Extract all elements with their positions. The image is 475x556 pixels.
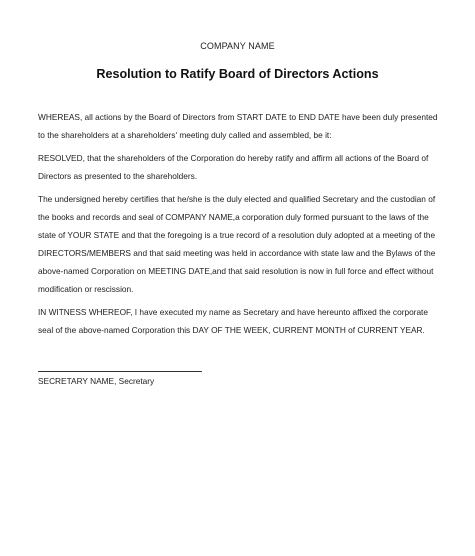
signature-line (38, 371, 202, 372)
secretary-name: SECRETARY NAME, Secretary (38, 376, 155, 386)
certification-paragraph: The undersigned hereby certifies that he/she is the duly elected and qualified Secretary and the custodian of the books and records and seal of COMPANY NAME,a corporation duly formed pursuant to the laws of the state of YOUR STATE and that the foregoing is a true record of a resolution duly adopted at a meeting of the DIRECTORS/MEMBERS and that said meeting was held in accordance with state law and the Bylaws of the above-named Corporation on MEETING DATE,and that said resolution is now in full force and effect without modification or rescission. (38, 194, 436, 294)
document-body (38, 108, 440, 344)
witness-paragraph: IN WITNESS WHEREOF, I have executed my name as Secretary and have hereunto affixed the corporate seal of the above-named Corporation this DAY OF THE WEEK, CURRENT MONTH of CURRENT YEAR. (38, 307, 428, 335)
resolved-paragraph: RESOLVED, that the shareholders of the Corporation do hereby ratify and affirm all actions of the Board of Directors as presented to the shareholders. (38, 153, 429, 181)
company-name: COMPANY NAME (200, 41, 275, 51)
whereas-paragraph: WHEREAS, all actions by the Board of Directors from START DATE to END DATE have been duly presented to the shareholders at a shareholders' meeting duly called and assembled, be it: (38, 112, 438, 140)
document-title: Resolution to Ratify Board of Directors Actions (96, 67, 379, 81)
